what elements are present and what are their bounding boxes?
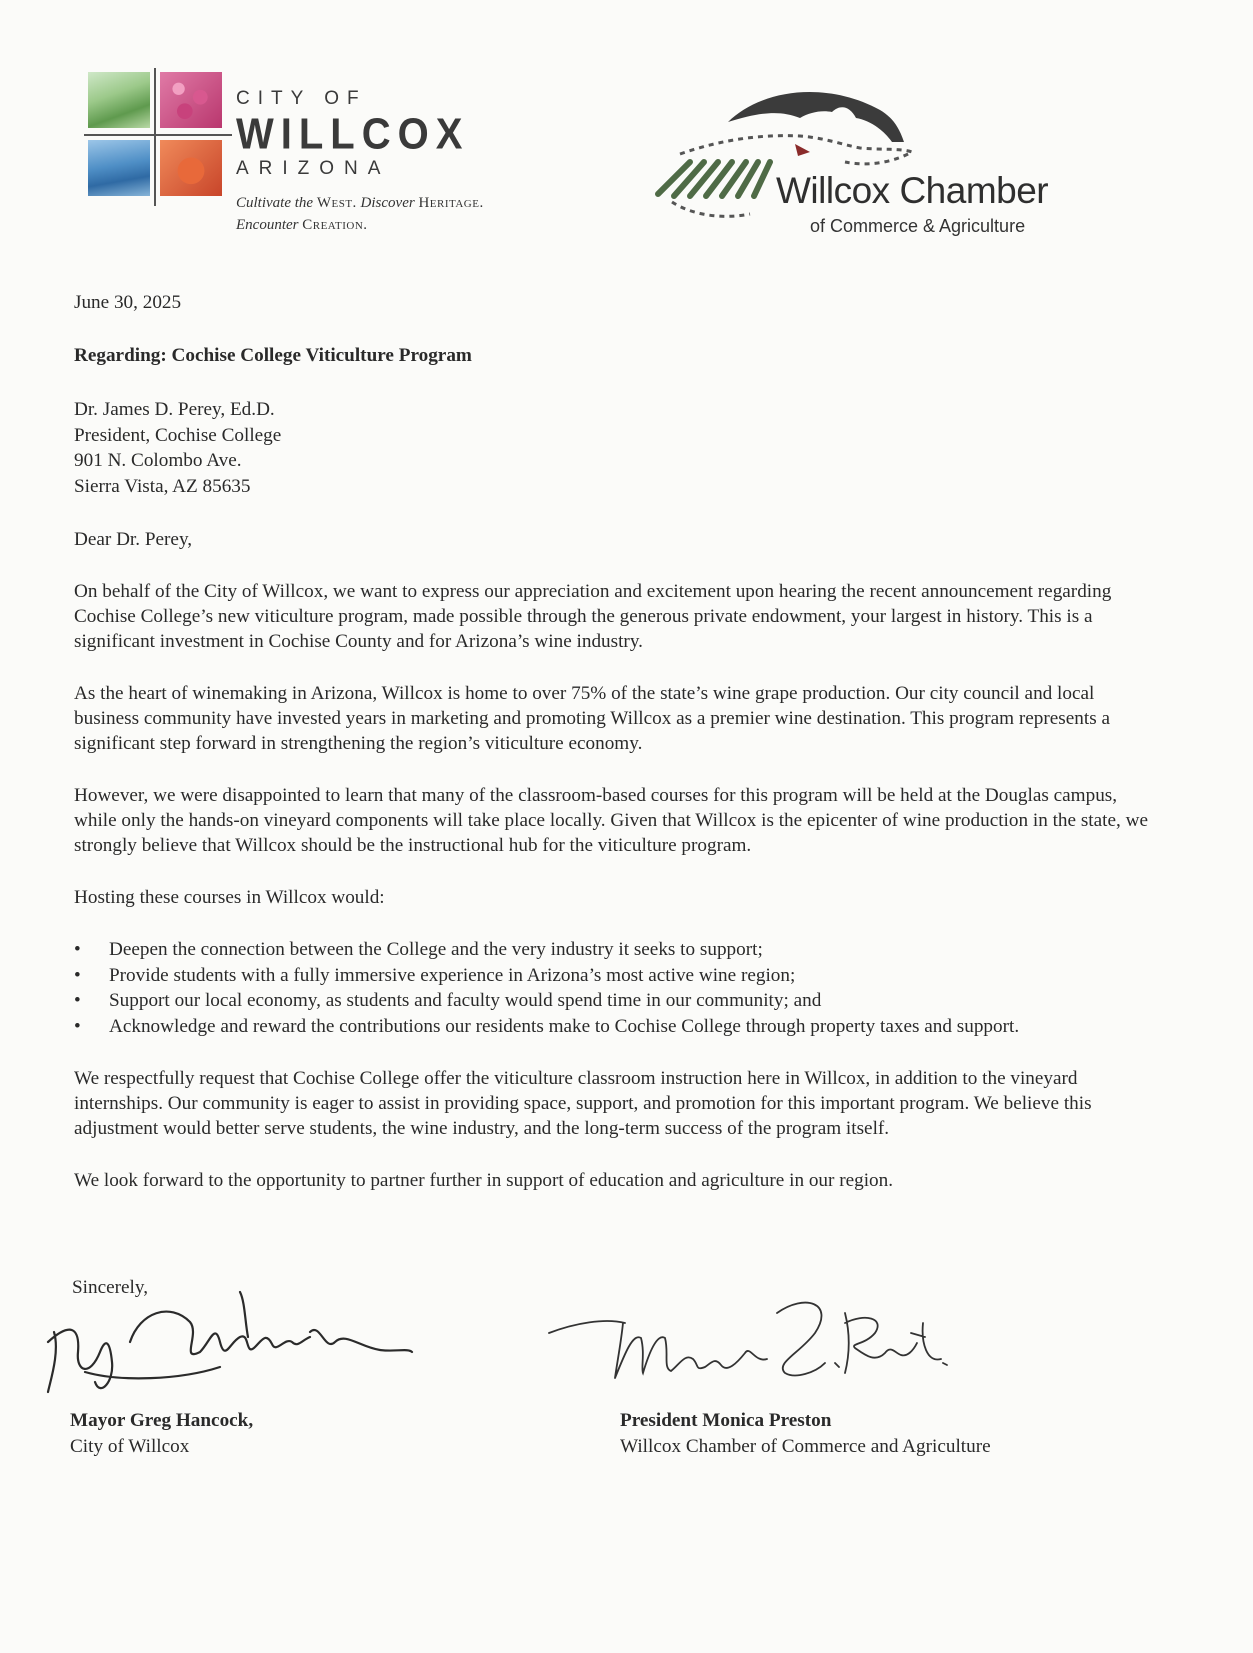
vineyard-rows bbox=[658, 162, 770, 196]
water-tile bbox=[88, 140, 150, 196]
city-logo-wordmark bbox=[236, 88, 469, 182]
address-line: Dr. James D. Perey, Ed.D. bbox=[74, 399, 275, 420]
tagline-word: Encounter bbox=[236, 217, 299, 233]
landscape-tile bbox=[88, 72, 150, 128]
mountain-shape bbox=[728, 92, 904, 142]
letter-body bbox=[74, 290, 1154, 1193]
chamber-name: Willcox Chamber bbox=[776, 170, 1049, 211]
willcox-chamber-logo bbox=[650, 82, 1110, 252]
recipient-address bbox=[74, 397, 1154, 499]
dotted-trail-lower bbox=[672, 202, 750, 216]
signature-monica-preston bbox=[545, 1293, 965, 1393]
tagline-word: Heritage. bbox=[418, 195, 484, 211]
tagline-word: Cultivate the bbox=[236, 195, 314, 211]
dotted-trail bbox=[680, 136, 912, 164]
salutation: Dear Dr. Perey, bbox=[74, 529, 193, 550]
paragraph: However, we were disappointed to learn that many of the classroom-based courses for this program will be held at the Douglas campus, while only the hands-on vineyard components will take place locally. Given that Willcox is the epicenter of wine production in the state, we strongly believe that Willcox should be the instructional hub for the viticulture program. bbox=[74, 785, 1148, 856]
mosaic-divider-horizontal bbox=[84, 134, 232, 136]
signer-president bbox=[620, 1408, 991, 1460]
closing: Sincerely, bbox=[72, 1277, 149, 1298]
grapes-tile bbox=[160, 72, 222, 128]
signer-organization: Willcox Chamber of Commerce and Agriculture bbox=[620, 1436, 991, 1457]
bullet-list bbox=[74, 937, 1154, 1039]
paragraph: We respectfully request that Cochise College offer the viticulture classroom instruction here in Willcox, in addition to the vineyard internships. Our community is eager to assist in providing space, support, and promotion for this important program. We believe this adjustment would better serve students, the wine industry, and the long-term success of the program itself. bbox=[74, 1068, 1092, 1139]
paragraph: Hosting these courses in Willcox would: bbox=[74, 887, 385, 908]
list-item: • Acknowledge and reward the contributions our residents make to Cochise College through property taxes and support. bbox=[74, 1014, 1154, 1040]
address-line: President, Cochise College bbox=[74, 424, 282, 446]
tagline-word: Creation. bbox=[302, 217, 368, 233]
list-item: • Provide students with a fully immersive experience in Arizona’s most active wine region; bbox=[74, 963, 1154, 989]
paragraph: On behalf of the City of Willcox, we want to express our appreciation and excitement upon hearing the recent announcement regarding Cochise College’s new viticulture program, made possible through the generous private endowment, your largest in history. This is a significant investment in Cochise County and for Arizona’s wine industry. bbox=[74, 581, 1112, 652]
letter-subject: Regarding: Cochise College Viticulture Program bbox=[74, 345, 472, 366]
mosaic-divider-vertical bbox=[154, 68, 156, 206]
tagline-word: Discover bbox=[360, 195, 415, 211]
cowboy-hat-tile bbox=[160, 140, 222, 196]
signer-name: President Monica Preston bbox=[620, 1410, 832, 1431]
list-item: • Deepen the connection between the College and the very industry it seeks to support; bbox=[74, 937, 1154, 963]
signer-organization: City of Willcox bbox=[70, 1436, 190, 1457]
red-marker bbox=[795, 144, 810, 156]
signature-greg-hancock bbox=[40, 1282, 420, 1402]
city-name: WILLCOX bbox=[236, 110, 470, 159]
signer-name: Mayor Greg Hancock, bbox=[70, 1410, 254, 1431]
signer-mayor bbox=[70, 1408, 253, 1460]
tagline-word: West. bbox=[316, 195, 357, 211]
city-logo-mosaic bbox=[88, 72, 228, 202]
list-item: • Support our local economy, as students and faculty would spend time in our community; and bbox=[74, 988, 1154, 1014]
letter-date: June 30, 2025 bbox=[74, 292, 182, 313]
paragraph: We look forward to the opportunity to partner further in support of education and agriculture in our region. bbox=[74, 1170, 894, 1191]
city-state: ARIZONA bbox=[236, 158, 391, 179]
city-of-label: CITY OF bbox=[236, 88, 367, 109]
city-of-willcox-logo bbox=[88, 72, 558, 242]
address-line: 901 N. Colombo Ave. bbox=[74, 450, 242, 471]
address-line: Sierra Vista, AZ 85635 bbox=[74, 475, 251, 497]
chamber-subtitle: of Commerce & Agriculture bbox=[810, 216, 1026, 236]
paragraph: As the heart of winemaking in Arizona, Willcox is home to over 75% of the state’s wine grape production. Our city council and local business community have invested years in marketing and promoting Willcox as a premier wine destination. This program represents a significant step forward in strengthening the region’s viticulture economy. bbox=[74, 683, 1110, 754]
city-tagline bbox=[236, 192, 484, 236]
